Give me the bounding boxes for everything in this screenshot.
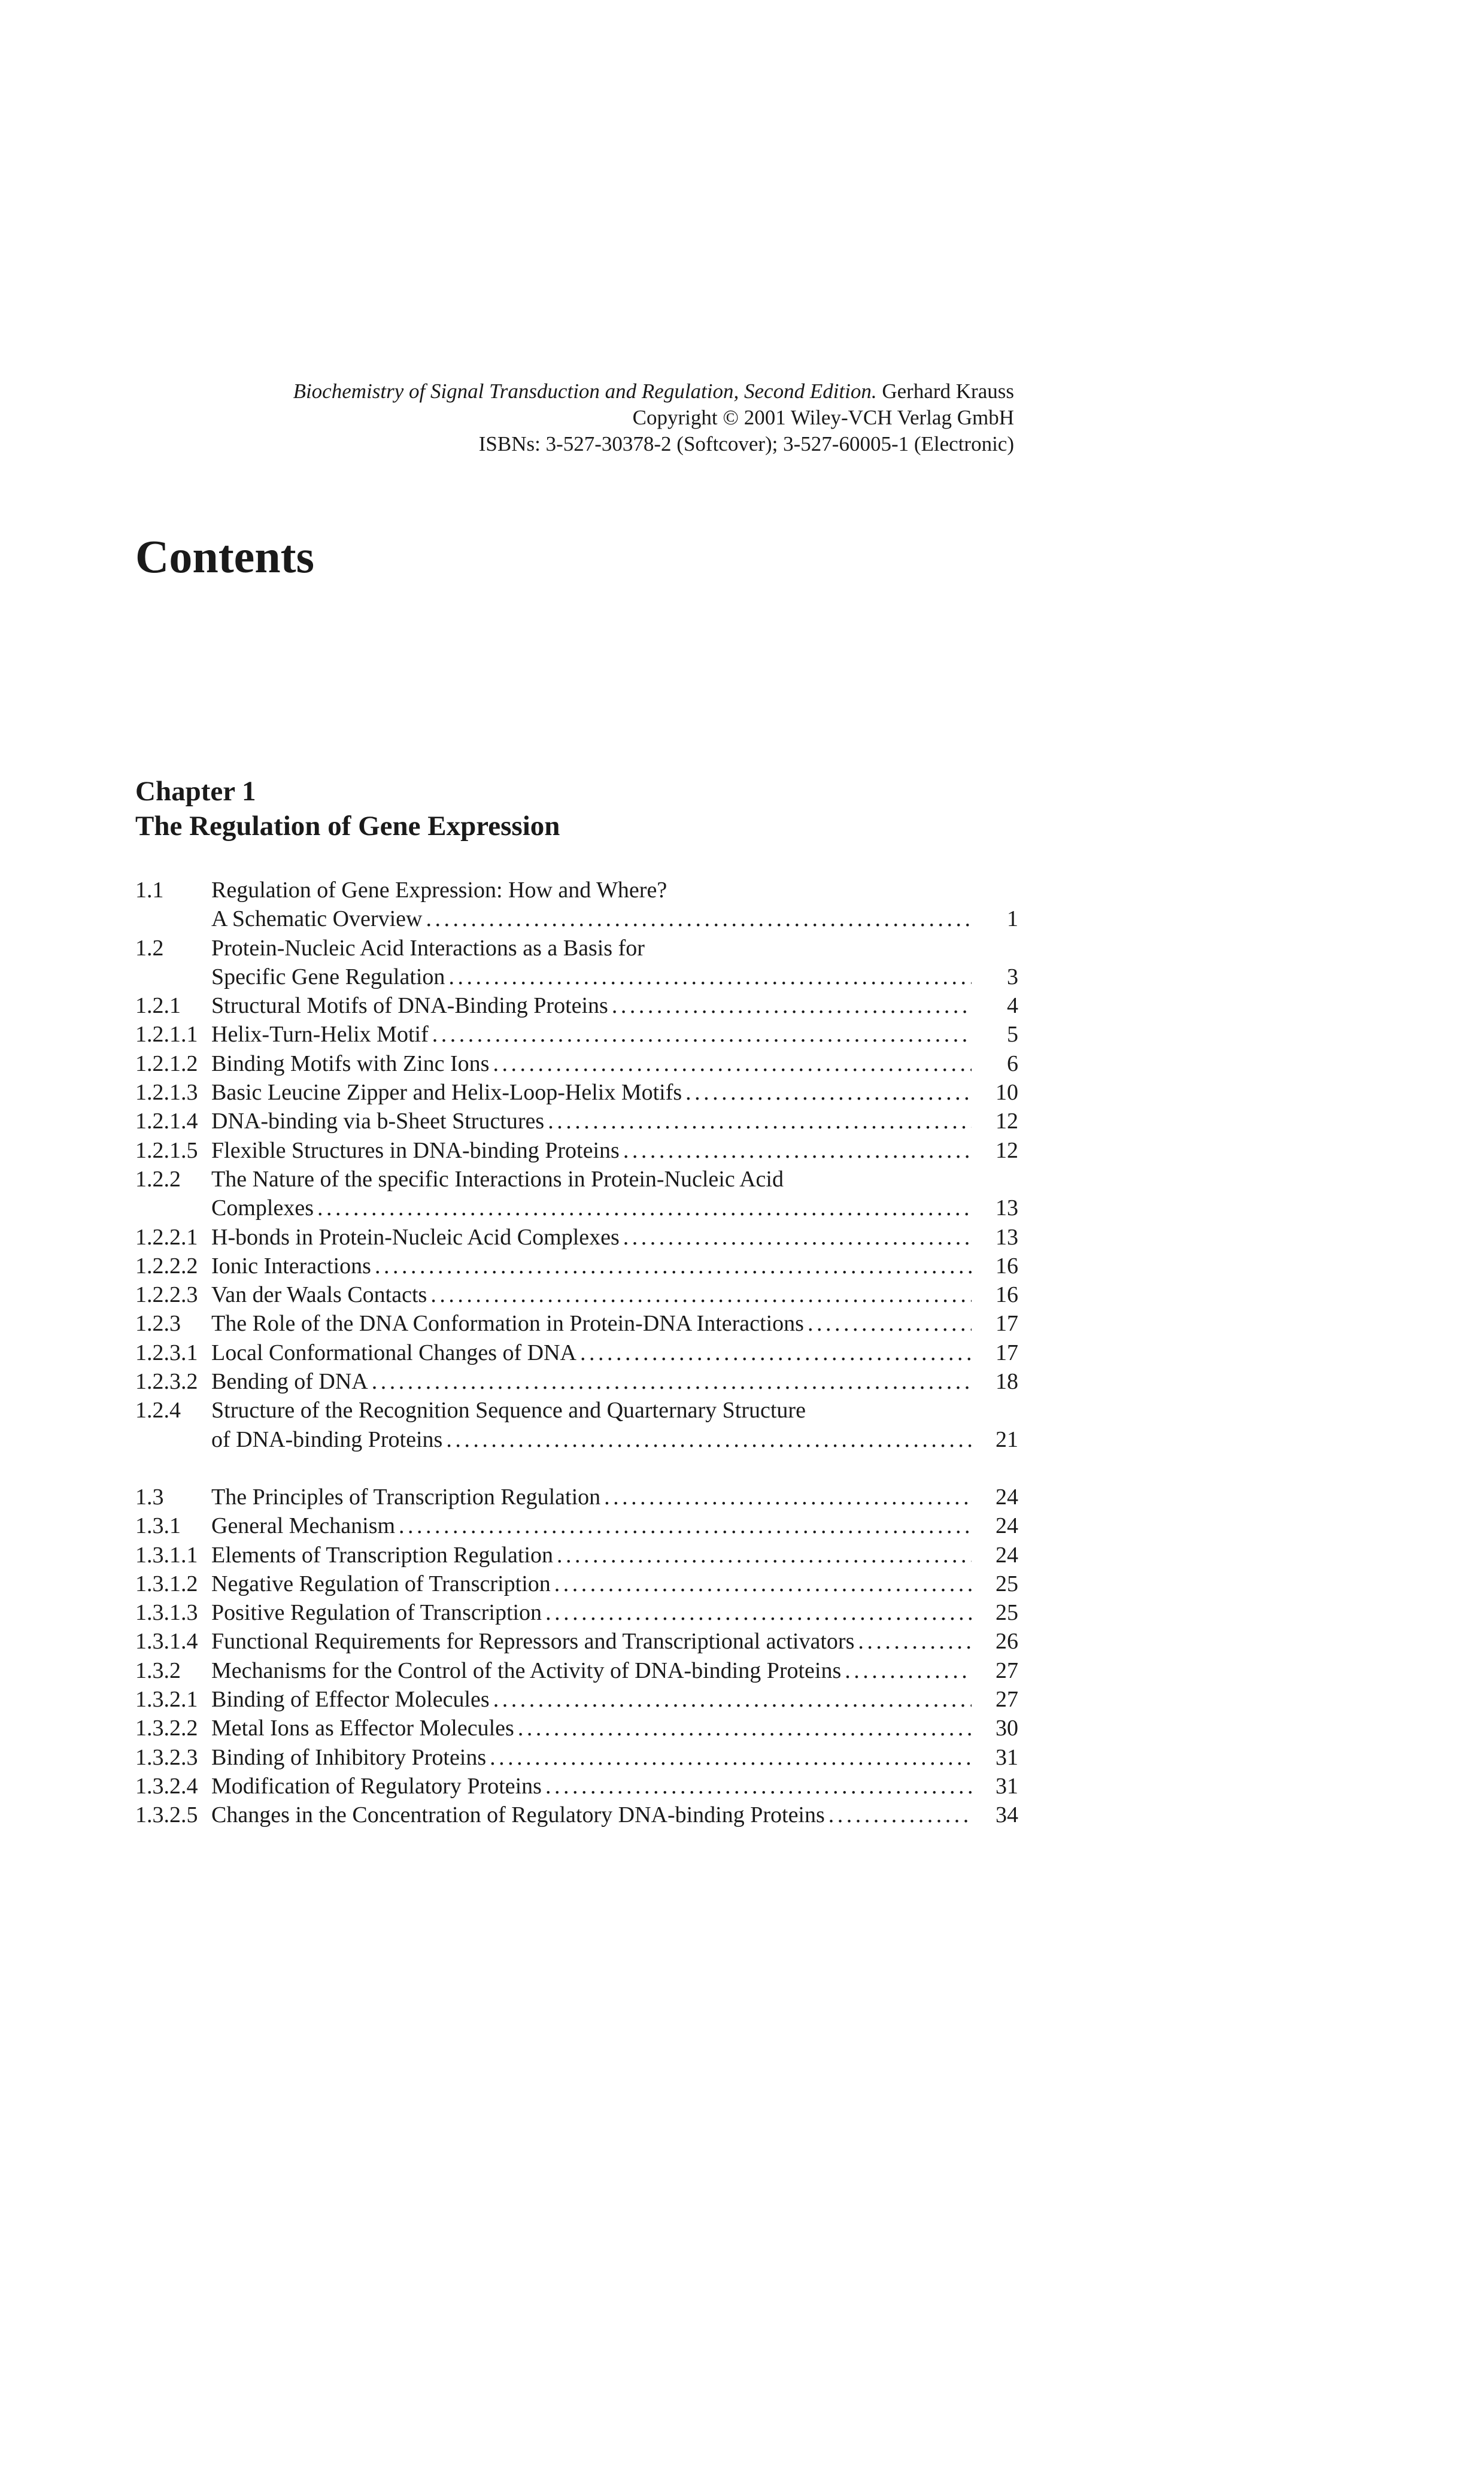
section-number: 1.3 <box>135 1484 164 1510</box>
section-title-text: Regulation of Gene Expression: How and Where? <box>211 878 667 903</box>
section-number: 1.3.1.2 <box>135 1571 198 1596</box>
page-number: 16 <box>996 1253 1018 1279</box>
page-number: 17 <box>996 1340 1018 1365</box>
section-title-text: A Schematic Overview <box>211 906 423 932</box>
toc-entry[interactable] <box>135 1801 1018 1829</box>
section-title-text: General Mechanism <box>211 1513 396 1539</box>
page-number: 24 <box>996 1484 1018 1510</box>
section-title-line <box>211 1165 1018 1194</box>
section-title-text: Complexes <box>211 1195 314 1221</box>
section-title-line <box>211 1049 1018 1078</box>
dot-leader <box>604 1483 972 1511</box>
page-number: 10 <box>996 1080 1018 1106</box>
section-title-text: Specific Gene Regulation <box>211 964 445 989</box>
dot-leader <box>430 1280 972 1309</box>
dot-leader <box>545 1598 972 1627</box>
page-number: 30 <box>996 1716 1018 1741</box>
page-number: 24 <box>996 1542 1018 1568</box>
toc-entry[interactable] <box>135 1541 1018 1570</box>
toc-entry[interactable] <box>135 1165 1018 1223</box>
book-title: Biochemistry of Signal Transduction and Regulation, Second Edition. <box>293 380 877 403</box>
page-number: 31 <box>996 1744 1018 1770</box>
section-number: 1.2.2.2 <box>135 1253 198 1279</box>
header-title-line <box>176 378 1014 405</box>
toc-entry[interactable] <box>135 1309 1018 1338</box>
section-title-line <box>211 1685 1018 1714</box>
page-number: 18 <box>996 1369 1018 1395</box>
page-number: 25 <box>996 1600 1018 1626</box>
toc-entry[interactable] <box>135 1223 1018 1252</box>
section-number: 1.2.1.2 <box>135 1051 198 1076</box>
toc-group <box>135 876 1018 1454</box>
section-title-line <box>211 1020 1018 1049</box>
section-number: 1.3.1.4 <box>135 1629 198 1655</box>
toc-entry[interactable] <box>135 1772 1018 1801</box>
book-header <box>176 378 1014 457</box>
section-title-text: Basic Leucine Zipper and Helix-Loop-Helix Motifs <box>211 1080 682 1106</box>
section-title-text: Negative Regulation of Transcription <box>211 1571 551 1596</box>
dot-leader <box>858 1627 972 1656</box>
section-title-text: DNA-binding via b-Sheet Structures <box>211 1109 545 1134</box>
toc-entry[interactable] <box>135 1627 1018 1656</box>
section-title-text: Changes in the Concentration of Regulatory DNA-binding Proteins <box>211 1802 825 1828</box>
isbn-line: ISBNs: 3-527-30378-2 (Softcover); 3-527-60005-1 (Electronic) <box>478 432 1014 456</box>
book-author: Gerhard Krauss <box>882 380 1014 403</box>
page-number: 12 <box>996 1109 1018 1134</box>
toc-entry[interactable] <box>135 1743 1018 1772</box>
page-number: 6 <box>1007 1051 1018 1076</box>
section-number: 1.2.4 <box>135 1398 181 1423</box>
page-number: 26 <box>996 1629 1018 1655</box>
dot-leader <box>808 1309 972 1338</box>
section-title-text: Positive Regulation of Transcription <box>211 1600 542 1626</box>
dot-leader <box>399 1511 972 1540</box>
dot-leader <box>446 1425 972 1454</box>
toc-entry[interactable] <box>135 1367 1018 1396</box>
table-of-contents <box>135 876 1018 1830</box>
toc-entry[interactable] <box>135 1280 1018 1309</box>
section-title-line <box>211 1367 1018 1396</box>
section-number: 1.3.1.1 <box>135 1542 198 1568</box>
section-number: 1.2.1.1 <box>135 1022 198 1048</box>
section-title-text: Binding of Effector Molecules <box>211 1687 490 1713</box>
toc-entry[interactable] <box>135 1252 1018 1280</box>
page-title: Contents <box>135 530 315 582</box>
toc-entry[interactable] <box>135 1511 1018 1540</box>
section-number: 1.2.1.3 <box>135 1080 198 1106</box>
section-title-text: Elements of Transcription Regulation <box>211 1542 554 1568</box>
section-title-text: Functional Requirements for Repressors and Transcriptional activators <box>211 1629 855 1655</box>
section-title-line <box>211 1714 1018 1743</box>
page-number: 31 <box>996 1773 1018 1799</box>
section-number: 1.2.1.5 <box>135 1137 198 1163</box>
dot-leader <box>554 1570 972 1598</box>
dot-leader <box>493 1049 972 1078</box>
section-title-line <box>211 1078 1018 1107</box>
section-title-line <box>211 1598 1018 1627</box>
toc-entry[interactable] <box>135 1049 1018 1078</box>
section-number: 1.2.3.2 <box>135 1369 198 1395</box>
section-title-line <box>211 1252 1018 1280</box>
dot-leader <box>493 1685 972 1714</box>
toc-entry[interactable] <box>135 1107 1018 1136</box>
section-title-line <box>211 904 1018 933</box>
toc-entry[interactable] <box>135 1483 1018 1511</box>
section-title-line <box>211 1772 1018 1801</box>
page-number: 27 <box>996 1658 1018 1683</box>
section-title-line <box>211 1136 1018 1165</box>
dot-leader <box>426 904 972 933</box>
section-title-text: Local Conformational Changes of DNA <box>211 1340 576 1365</box>
toc-entry[interactable] <box>135 876 1018 934</box>
toc-entry[interactable] <box>135 1078 1018 1107</box>
dot-leader <box>448 963 972 991</box>
page-number: 27 <box>996 1687 1018 1713</box>
toc-entry[interactable] <box>135 934 1018 992</box>
section-title-line <box>211 1511 1018 1540</box>
toc-entry[interactable] <box>135 1685 1018 1714</box>
section-title-text: H-bonds in Protein-Nucleic Acid Complexes <box>211 1224 620 1250</box>
page-number: 3 <box>1007 964 1018 989</box>
toc-entry[interactable] <box>135 1656 1018 1685</box>
dot-leader <box>829 1801 972 1829</box>
page-number: 34 <box>996 1802 1018 1828</box>
section-number: 1.3.2 <box>135 1658 181 1683</box>
dot-leader <box>557 1541 972 1570</box>
toc-entry[interactable] <box>135 1020 1018 1049</box>
page-number: 16 <box>996 1282 1018 1308</box>
section-title-line <box>211 1541 1018 1570</box>
section-number: 1.3.2.5 <box>135 1802 198 1828</box>
dot-leader <box>623 1136 972 1165</box>
section-number: 1.2.2 <box>135 1166 181 1192</box>
section-title-line <box>211 1743 1018 1772</box>
chapter-title: The Regulation of Gene Expression <box>135 810 560 842</box>
section-title-text: Structural Motifs of DNA-Binding Proteins <box>211 993 608 1019</box>
section-title-line <box>211 1223 1018 1252</box>
section-title-text: Ionic Interactions <box>211 1253 371 1279</box>
dot-leader <box>580 1338 972 1367</box>
page-number: 21 <box>996 1426 1018 1452</box>
section-title-line <box>211 876 1018 904</box>
dot-leader <box>490 1743 972 1772</box>
section-title-line <box>211 1309 1018 1338</box>
page-number: 1 <box>1007 906 1018 932</box>
section-title-text: The Principles of Transcription Regulation <box>211 1484 601 1510</box>
section-title-line <box>211 963 1018 991</box>
section-title-line <box>211 1570 1018 1598</box>
section-title-line <box>211 1801 1018 1829</box>
dot-leader <box>518 1714 972 1743</box>
section-number: 1.2.1.4 <box>135 1109 198 1134</box>
dot-leader <box>375 1252 972 1280</box>
section-title-line <box>211 1396 1018 1425</box>
section-number: 1.3.1 <box>135 1513 181 1539</box>
section-title-line <box>211 1194 1018 1222</box>
toc-entry[interactable] <box>135 1714 1018 1743</box>
toc-entry[interactable] <box>135 1570 1018 1598</box>
dot-leader <box>545 1772 972 1801</box>
section-title-line <box>211 1656 1018 1685</box>
dot-leader <box>612 991 972 1020</box>
copyright-line: Copyright © 2001 Wiley-VCH Verlag GmbH <box>632 406 1014 429</box>
page-number: 5 <box>1007 1022 1018 1048</box>
section-title-text: Structure of the Recognition Sequence and Quarternary Structure <box>211 1398 806 1423</box>
page-number: 25 <box>996 1571 1018 1596</box>
section-title-text: Metal Ions as Effector Molecules <box>211 1716 514 1741</box>
dot-leader <box>317 1194 972 1222</box>
toc-group <box>135 1483 1018 1830</box>
section-number: 1.3.2.2 <box>135 1716 198 1741</box>
dot-leader <box>372 1367 972 1396</box>
toc-entry[interactable] <box>135 1598 1018 1627</box>
section-title-line <box>211 1425 1018 1454</box>
section-number: 1.2.3 <box>135 1311 181 1337</box>
section-title-line <box>211 991 1018 1020</box>
section-title-line <box>211 1338 1018 1367</box>
section-title-line <box>211 1280 1018 1309</box>
toc-entry[interactable] <box>135 991 1018 1020</box>
page-number: 12 <box>996 1137 1018 1163</box>
section-title-line <box>211 1107 1018 1136</box>
section-number: 1.2.2.1 <box>135 1224 198 1250</box>
toc-entry[interactable] <box>135 1338 1018 1367</box>
dot-leader <box>845 1656 972 1685</box>
section-title-text: The Nature of the specific Interactions in Protein-Nucleic Acid <box>211 1166 784 1192</box>
section-title-line <box>211 1483 1018 1511</box>
page-number: 17 <box>996 1311 1018 1337</box>
page-number: 13 <box>996 1224 1018 1250</box>
section-title-text: Binding of Inhibitory Proteins <box>211 1744 487 1770</box>
dot-leader <box>432 1020 972 1049</box>
section-number: 1.3.2.3 <box>135 1744 198 1770</box>
section-title-text: Mechanisms for the Control of the Activity of DNA-binding Proteins <box>211 1658 842 1683</box>
dot-leader <box>685 1078 972 1107</box>
page-number: 4 <box>1007 993 1018 1019</box>
section-number: 1.2.2.3 <box>135 1282 198 1308</box>
section-title-text: Protein-Nucleic Acid Interactions as a Basis for <box>211 935 645 961</box>
section-number: 1.2 <box>135 935 164 961</box>
section-number: 1.3.1.3 <box>135 1600 198 1626</box>
page-number: 24 <box>996 1513 1018 1539</box>
page-number: 13 <box>996 1195 1018 1221</box>
section-number: 1.2.3.1 <box>135 1340 198 1365</box>
toc-entry[interactable] <box>135 1136 1018 1165</box>
section-title-text: Binding Motifs with Zinc Ions <box>211 1051 490 1076</box>
section-number: 1.2.1 <box>135 993 181 1019</box>
section-title-text: of DNA-binding Proteins <box>211 1426 443 1452</box>
chapter-label: Chapter 1 <box>135 776 256 807</box>
dot-leader <box>623 1223 972 1252</box>
section-number: 1.1 <box>135 878 164 903</box>
section-title-text: The Role of the DNA Conformation in Protein-DNA Interactions <box>211 1311 804 1337</box>
section-title-line <box>211 1627 1018 1656</box>
section-title-text: Helix-Turn-Helix Motif <box>211 1022 429 1048</box>
section-title-text: Modification of Regulatory Proteins <box>211 1773 542 1799</box>
chapter-heading <box>135 774 560 843</box>
section-title-text: Van der Waals Contacts <box>211 1282 427 1308</box>
section-title-text: Flexible Structures in DNA-binding Proteins <box>211 1137 620 1163</box>
dot-leader <box>548 1107 972 1136</box>
toc-entry[interactable] <box>135 1396 1018 1454</box>
section-number: 1.3.2.4 <box>135 1773 198 1799</box>
section-title-line <box>211 934 1018 963</box>
section-number: 1.3.2.1 <box>135 1687 198 1713</box>
section-title-text: Bending of DNA <box>211 1369 368 1395</box>
